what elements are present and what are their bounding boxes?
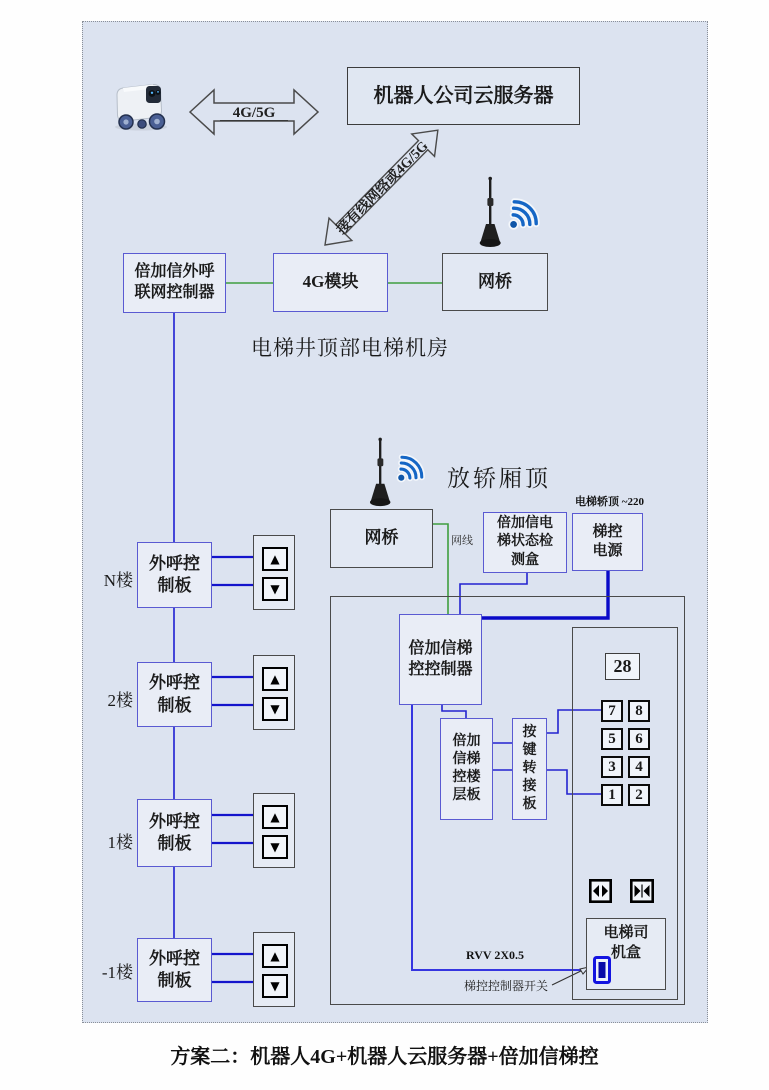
call-board-1-line2: 制板 (157, 834, 192, 853)
power-box-line1: 梯控 (592, 523, 623, 540)
wifi-icon-machine-room (500, 196, 542, 238)
keypad-button-1: 1 (601, 784, 623, 806)
keypad-button-5: 5 (601, 728, 623, 750)
wired-or-4g5g-link-arrow (312, 120, 468, 256)
network-cable-label: 网线 (451, 535, 473, 547)
driver-box-line1: 电梯司 (603, 925, 649, 941)
controller-line2: 控控制器 (408, 660, 473, 678)
keypad-button-8: 8 (628, 700, 650, 722)
key-adapter-char3: 转 (522, 760, 537, 776)
module-4g-label: 4G模块 (302, 272, 359, 292)
floor-label-n: N楼 (103, 571, 133, 590)
outcall-controller-line2: 联网控制器 (134, 284, 215, 301)
robot-cloud-link-arrow (186, 86, 322, 138)
key-adapter-char4: 接 (522, 779, 537, 795)
call-board-2-line2: 制板 (157, 695, 192, 715)
keypad-button-7: 7 (601, 700, 623, 722)
cloud-server-label: 机器人公司云服务器 (373, 85, 554, 107)
floor-board-line2: 信梯 (452, 751, 481, 767)
down-button-1: ▼ (262, 835, 288, 859)
call-board-n-line1: 外呼控 (149, 553, 200, 573)
floor-label-2: 2楼 (107, 691, 133, 710)
detect-box-line2: 梯状态检 (497, 534, 553, 550)
bridge-box-machine-room (442, 253, 548, 311)
call-board-box-minus1 (137, 938, 212, 1002)
controller-line1: 倍加信梯 (408, 639, 473, 657)
bridge-label-car-top: 网桥 (364, 528, 399, 548)
up-button-2: ▲ (262, 667, 288, 691)
car-top-caption: 放轿厢顶 (447, 466, 551, 491)
floor-label-minus1: -1楼 (101, 963, 133, 982)
car-top-power-note: 电梯轿顶 ~220 (575, 496, 644, 508)
elevator-controller-box (399, 614, 482, 705)
key-adapter-char1: 按 (522, 724, 537, 740)
floor-board-line3: 控楼 (452, 770, 481, 785)
controller-switch-label: 梯控控制器开关 (464, 979, 549, 993)
call-board-1-line1: 外呼控 (149, 811, 200, 831)
floor-board-box (440, 718, 493, 820)
controller-switch-icon (593, 956, 611, 984)
rvv-cable-label: RVV 2X0.5 (466, 948, 525, 962)
floor-board-line4: 层板 (452, 788, 481, 804)
floor-board-line1: 倍加 (452, 733, 481, 749)
floor-display: 28 (605, 653, 640, 680)
scheme-caption: 方案二：机器人4G+机器人云服务器+倍加信梯控 (170, 1046, 599, 1068)
up-button-minus1: ▲ (262, 944, 288, 968)
call-button-panel-n (253, 535, 295, 610)
bridge-label-machine-room: 网桥 (478, 271, 512, 291)
key-adapter-char2: 键 (522, 742, 537, 758)
door-close-icon (630, 879, 654, 903)
up-button-n: ▲ (262, 547, 288, 571)
machine-room-caption: 电梯井顶部电梯机房 (251, 336, 449, 360)
power-box-line2: 电源 (592, 543, 623, 559)
link-4g5g-label: 4G/5G (232, 105, 276, 121)
floor-label-1: 1楼 (107, 833, 133, 852)
driver-box-line2: 机盒 (610, 944, 641, 961)
elevator-status-detect-box (483, 512, 567, 573)
module-4g-box (273, 253, 388, 312)
up-button-1: ▲ (262, 805, 288, 829)
call-button-panel-1 (253, 793, 295, 868)
key-adapter-char5: 板 (522, 797, 537, 813)
detect-box-line1: 倍加信电 (497, 516, 553, 532)
call-board-2-line1: 外呼控 (149, 673, 200, 693)
call-board-box-2 (137, 662, 212, 727)
door-open-icon (589, 879, 612, 903)
cloud-server-box (347, 67, 580, 125)
outcall-network-controller-box (123, 253, 226, 313)
delivery-robot-icon (108, 80, 174, 132)
call-board-minus1-line1: 外呼控 (149, 948, 200, 968)
keypad-button-2: 2 (628, 784, 650, 806)
diagonal-link-label: 接有线网络或4G/5G (334, 138, 432, 238)
keypad-button-6: 6 (628, 728, 650, 750)
keypad-button-3: 3 (601, 756, 623, 778)
wifi-icon-car-top (389, 452, 427, 490)
call-button-panel-2 (253, 655, 295, 730)
bridge-box-car-top (330, 509, 433, 568)
keypad-button-4: 4 (628, 756, 650, 778)
elevator-control-power-box (572, 513, 643, 571)
detect-box-line3: 测盒 (511, 552, 539, 568)
call-board-box-n (137, 542, 212, 608)
down-button-2: ▼ (262, 697, 288, 721)
down-button-minus1: ▼ (262, 974, 288, 998)
call-button-panel-minus1 (253, 932, 295, 1007)
down-button-n: ▼ (262, 577, 288, 601)
call-board-box-1 (137, 799, 212, 867)
call-board-minus1-line2: 制板 (157, 971, 192, 990)
key-adapter-box (512, 718, 547, 820)
outcall-controller-line1: 倍加信外呼 (134, 263, 215, 281)
call-board-n-line2: 制板 (157, 576, 192, 595)
